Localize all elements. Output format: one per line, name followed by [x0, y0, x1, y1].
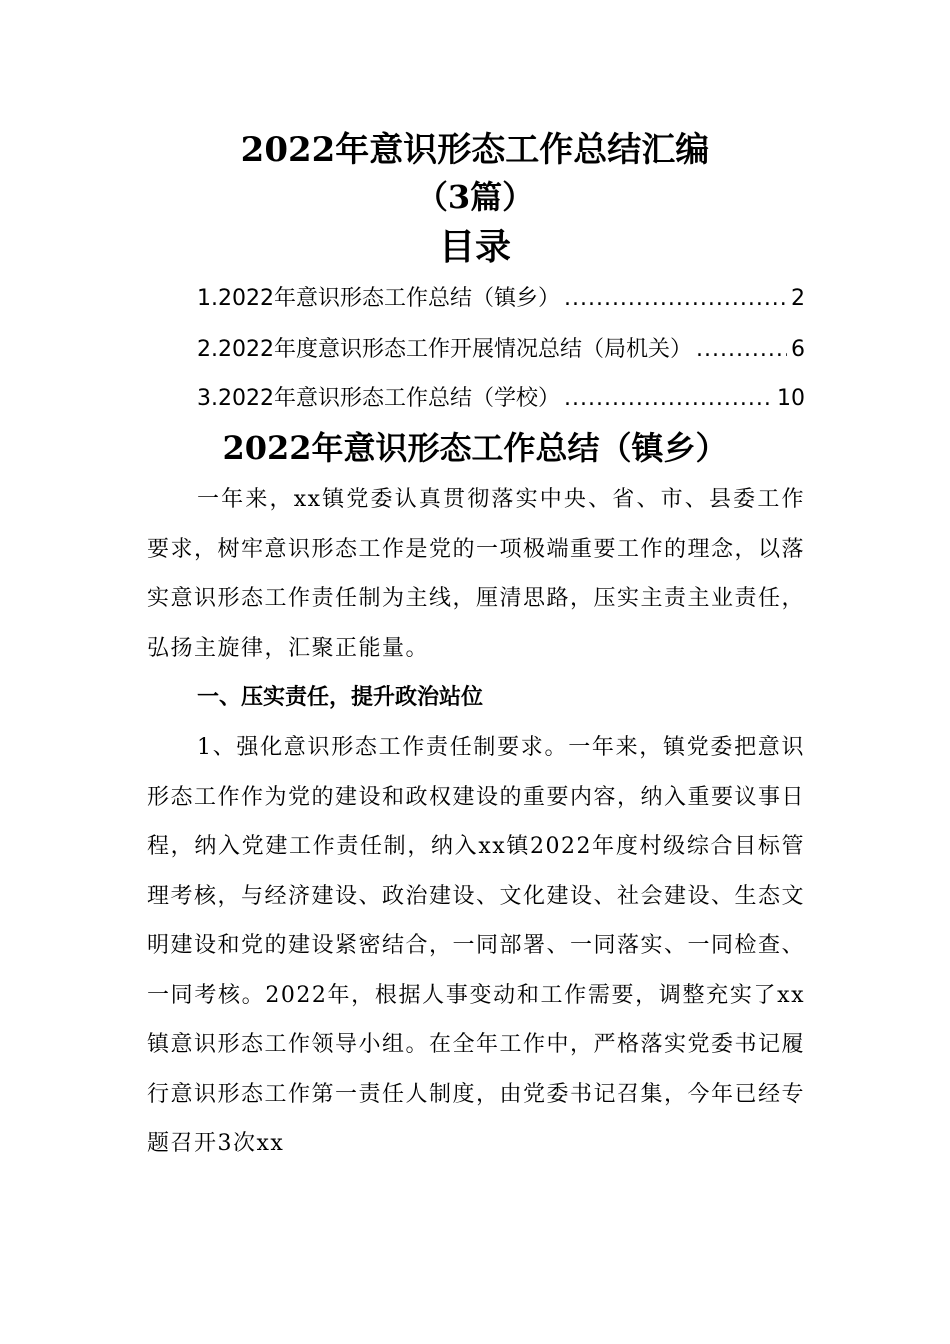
toc-entry-label: 2.2022年度意识形态工作开展情况总结（局机关）	[197, 337, 692, 362]
section-heading-1: 一、压实责任，提升政治站位	[197, 685, 484, 710]
toc-entry-page: 6	[791, 337, 805, 362]
toc-heading: 目录	[438, 226, 511, 268]
toc-entry-label: 3.2022年意识形态工作总结（学校）	[197, 386, 560, 411]
document-subtitle: （3篇）	[415, 178, 535, 216]
toc-entry-1[interactable]	[197, 282, 805, 316]
toc-entry-page: 2	[791, 286, 805, 311]
body-paragraph-1: 1、强化意识形态工作责任制要求。一年来，镇党委把意识形态工作作为党的建设和政权建设的重要内容，纳入重要议事日程，纳入党建工作责任制，纳入xx镇2022年度村级综合目标管理考核，与经济建设、政治建设、文化建设、社会建设、生态文明建设和党的建设紧密结合，一同部署、一同落实、一同检查、一同考核。2022年，根据人事变动和工作需要，调整充实了xx镇意识形态工作领导小组。在全年工作中，严格落实党委书记履行意识形态工作第一责任人制度，由党委书记召集，今年已经专题召开3次xx	[147, 735, 806, 1156]
toc-leader-dots	[564, 282, 787, 316]
toc-leader-dots	[696, 333, 787, 367]
document-title: 2022年意识形态工作总结汇编	[240, 130, 710, 170]
intro-paragraph: 一年来，xx镇党委认真贯彻落实中央、省、市、县委工作要求，树牢意识形态工作是党的一项极端重要工作的理念，以落实意识形态工作责任制为主线，厘清思路，压实主责主业责任，弘扬主旋律，汇聚正能量。	[147, 487, 806, 661]
section-title: 2022年意识形态工作总结（镇乡）	[222, 429, 728, 467]
toc-entry-3[interactable]	[197, 382, 805, 416]
toc-entry-label: 1.2022年意识形态工作总结（镇乡）	[197, 286, 560, 311]
toc-leader-dots	[564, 382, 773, 416]
toc-entry-2[interactable]	[197, 333, 805, 367]
toc-entry-page: 10	[777, 386, 805, 411]
